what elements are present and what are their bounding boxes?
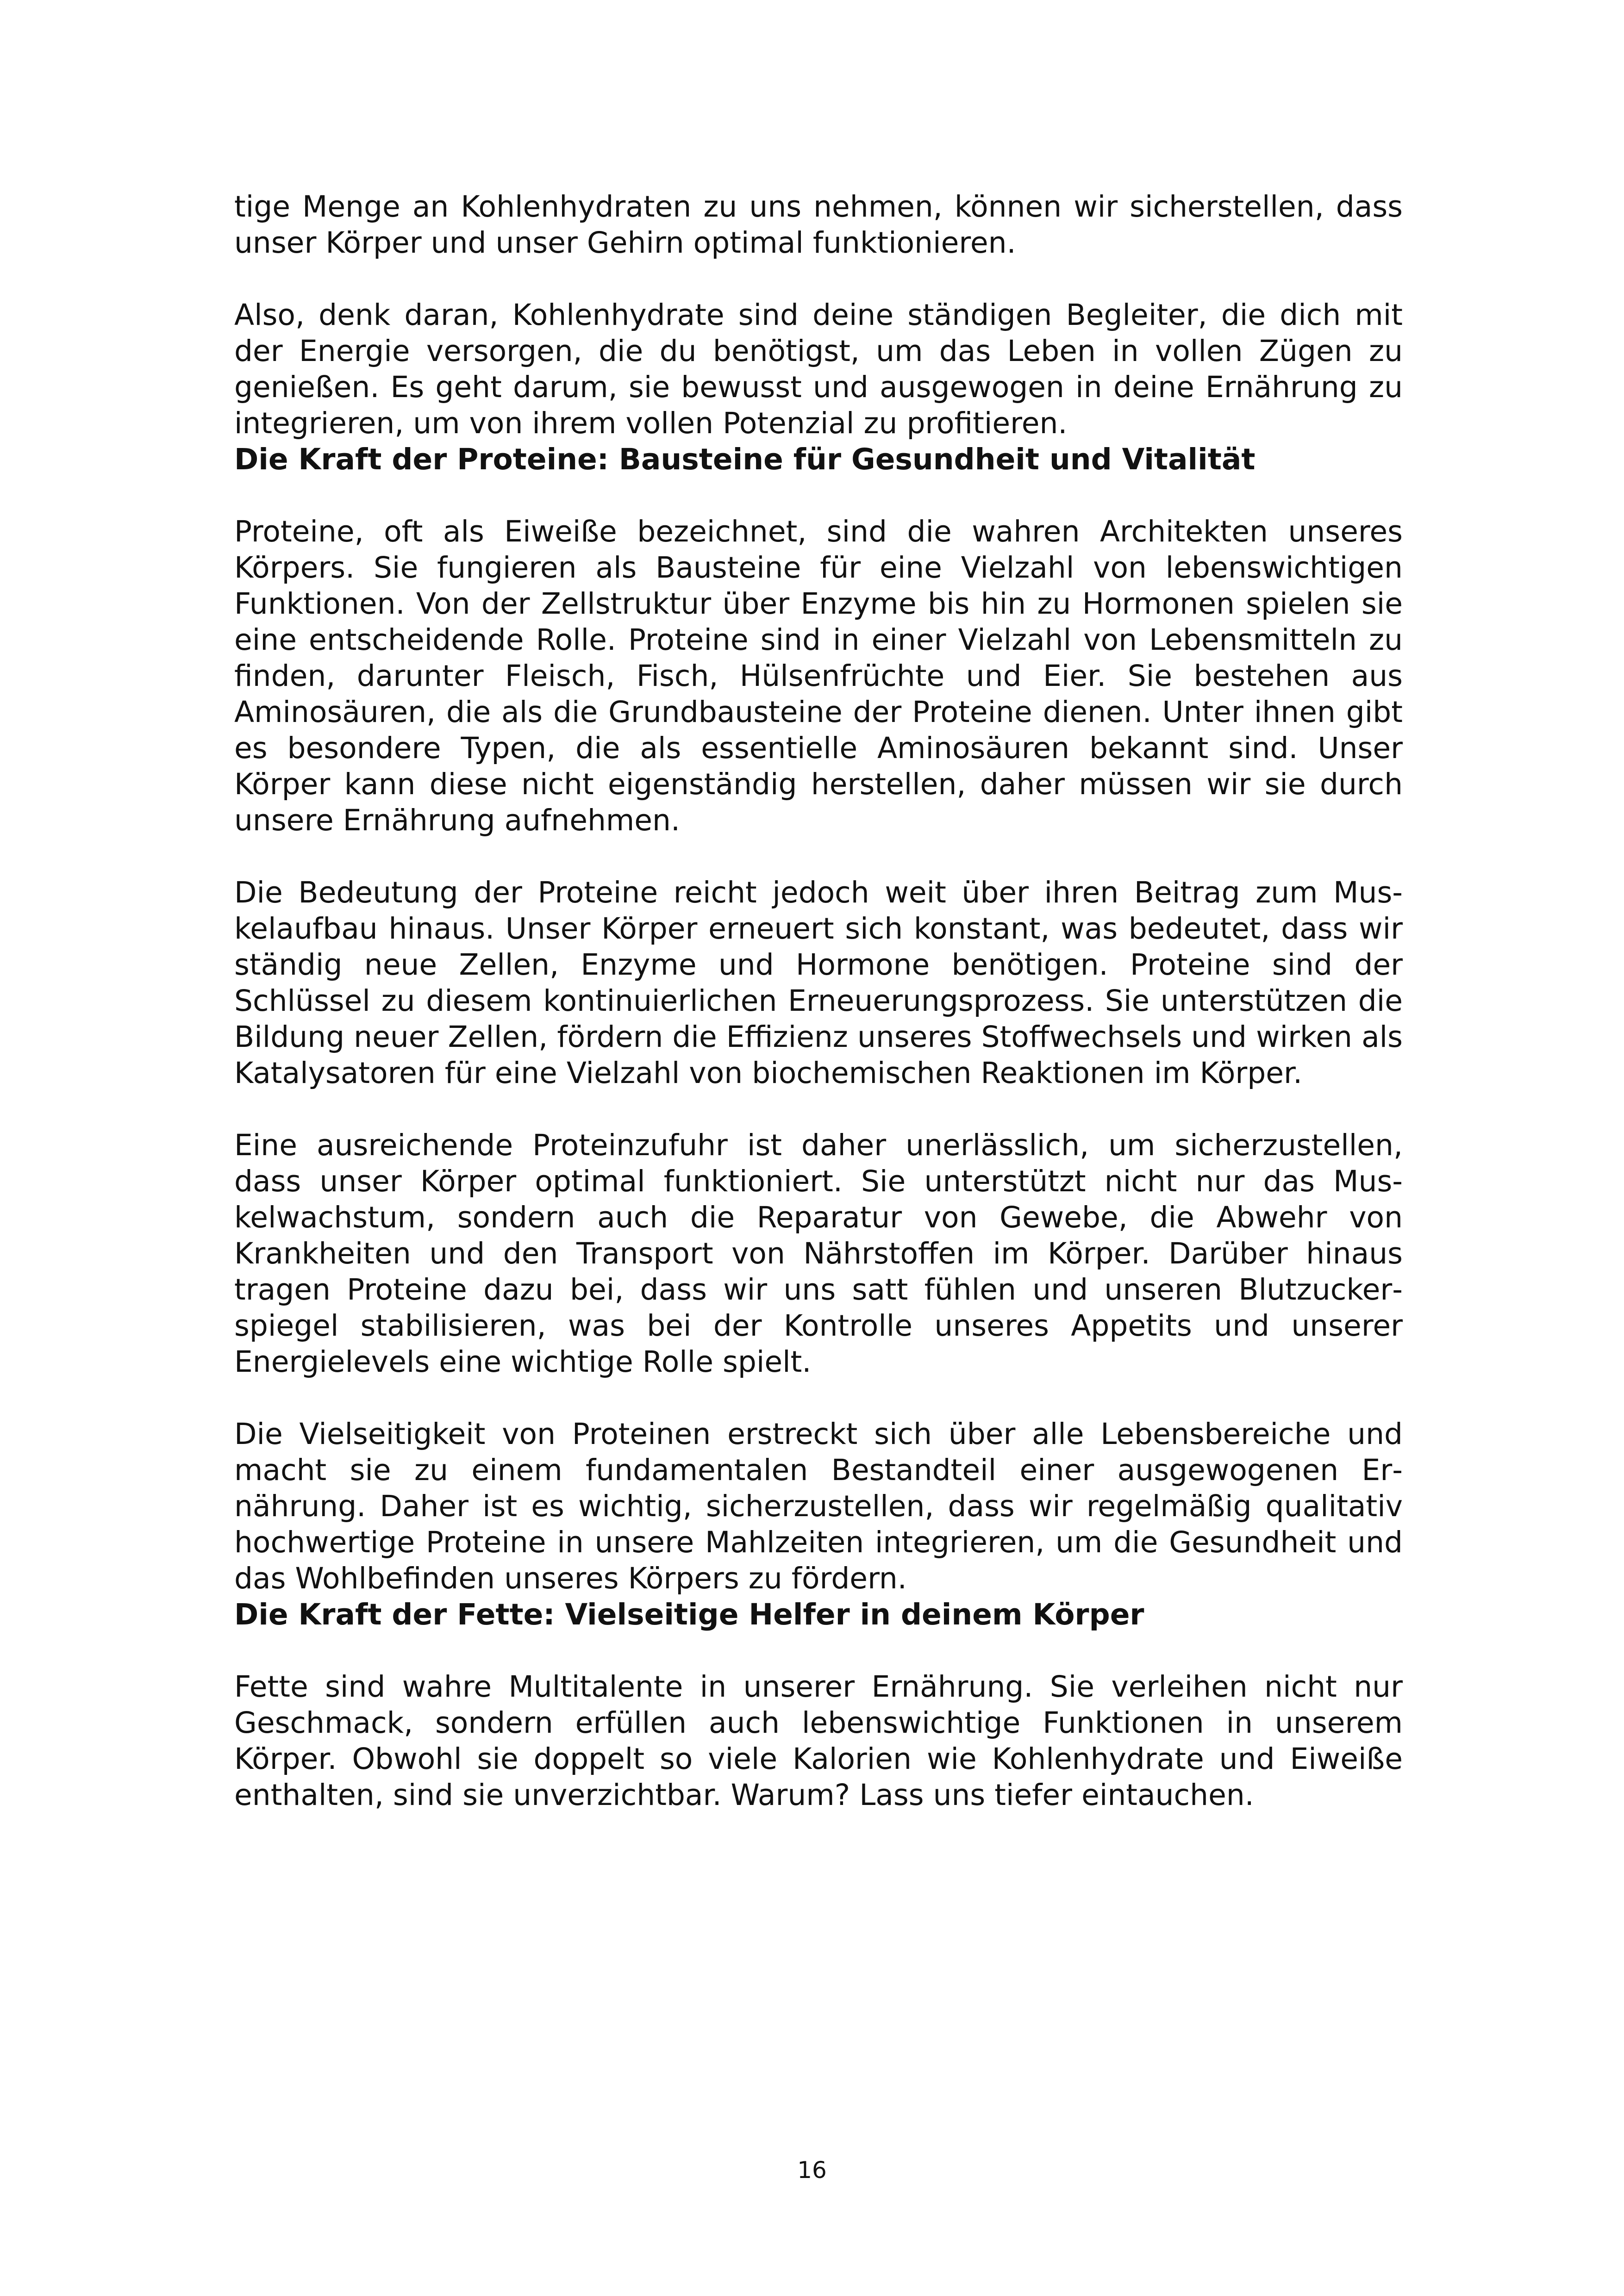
paragraph-proteins-intro: Proteine, oft als Eiweiße bezeichnet, sind die wahren Architekten unseres Körpers. Sie fungieren als Bausteine für eine Vielzahl von lebenswichtigen Funktionen. Von der Zellstruktur über Enzyme bis hin zu Hormonen spielen sie eine entscheidende Rolle. Proteine sind in einer Vielzahl von Lebensmitteln zu finden, darunter Fleisch, Fisch, Hülsenfrüchte und Eier. Sie bestehen aus Aminosäuren, die als die Grundbausteine der Proteine dienen. Unter ihnen gibt es besondere Typen, die als essentielle Aminosäuren bekannt sind. Unser Körper kann diese nicht eigenständig herstellen, daher müssen wir sie durch unsere Ernährung aufnehmen.	[234, 515, 1403, 837]
paragraph-fats-intro: Fette sind wahre Multitalente in unserer Ernährung. Sie verleihen nicht nur Geschmack, sondern erfüllen auch lebenswichtige Funktionen in unserem Körper. Obwohl sie doppelt so viele Kalorien wie Kohlenhydrate und Eiweiße enthalten, sind sie unverzichtbar. Warum? Lass uns tiefer eintauchen.	[234, 1670, 1403, 1812]
paragraph-carbs-closing: tige Menge an Kohlenhydraten zu uns nehmen, können wir sicherstellen, dass unser Körper und unser Gehirn optimal funktionieren.	[234, 190, 1403, 260]
section-heading-proteins: Die Kraft der Proteine: Bausteine für Gesundheit und Vitalität	[234, 442, 1255, 476]
page-number: 16	[797, 2157, 827, 2184]
paragraph-proteins-importance: Die Bedeutung der Proteine reicht jedoch weit über ihren Beitrag zum Muskelaufbau hinaus. Unser Körper erneuert sich konstant, was bedeutet, dass wir ständig neue Zellen, Enzyme und Hormone benötigen. Proteine sind der Schlüssel zu diesem kontinuierlichen Erneuerungsprozess. Sie unterstützen die Bildung neuer Zellen, fördern die Effizienz unseres Stoffwechsels und wirken als Katalysatoren für eine Vielzahl von biochemischen Reaktionen im Körper.	[234, 876, 1403, 1090]
paragraph-carbs-summary: Also, denk daran, Kohlenhydrate sind deine ständigen Begleiter, die dich mit der Energie versorgen, die du benötigst, um das Leben in vollen Zügen zu genießen. Es geht darum, sie bewusst und ausgewogen in deine Ernährung zu integrieren, um von ihrem vollen Potenzial zu profitieren.	[234, 298, 1403, 440]
paragraph-proteins-intake: Eine ausreichende Proteinzufuhr ist daher unerlässlich, um sicherzustellen, dass unser Körper optimal funktioniert. Sie unterstützt nicht nur das Muskelwachstum, sondern auch die Reparatur von Gewebe, die Abwehr von Krankheiten und den Transport von Nährstoffen im Körper. Darüber hinaus tragen Proteine dazu bei, dass wir uns satt fühlen und unseren Blutzuckerspiegel stabilisieren, was bei der Kontrolle unseres Appetits und unserer Energielevels eine wichtige Rolle spielt.	[234, 1128, 1403, 1379]
section-heading-fats: Die Kraft der Fette: Vielseitige Helfer in deinem Körper	[234, 1598, 1144, 1631]
paragraph-proteins-versatility: Die Vielseitigkeit von Proteinen erstreckt sich über alle Lebensbereiche und macht sie zu einem fundamentalen Bestandteil einer ausgewogenen Ernährung. Daher ist es wichtig, sicherzustellen, dass wir regelmäßig qualitativ hochwertige Proteine in unsere Mahlzeiten integrieren, um die Gesundheit und das Wohlbefinden unseres Körpers zu fördern.	[234, 1417, 1403, 1595]
page-body	[234, 189, 1403, 1813]
